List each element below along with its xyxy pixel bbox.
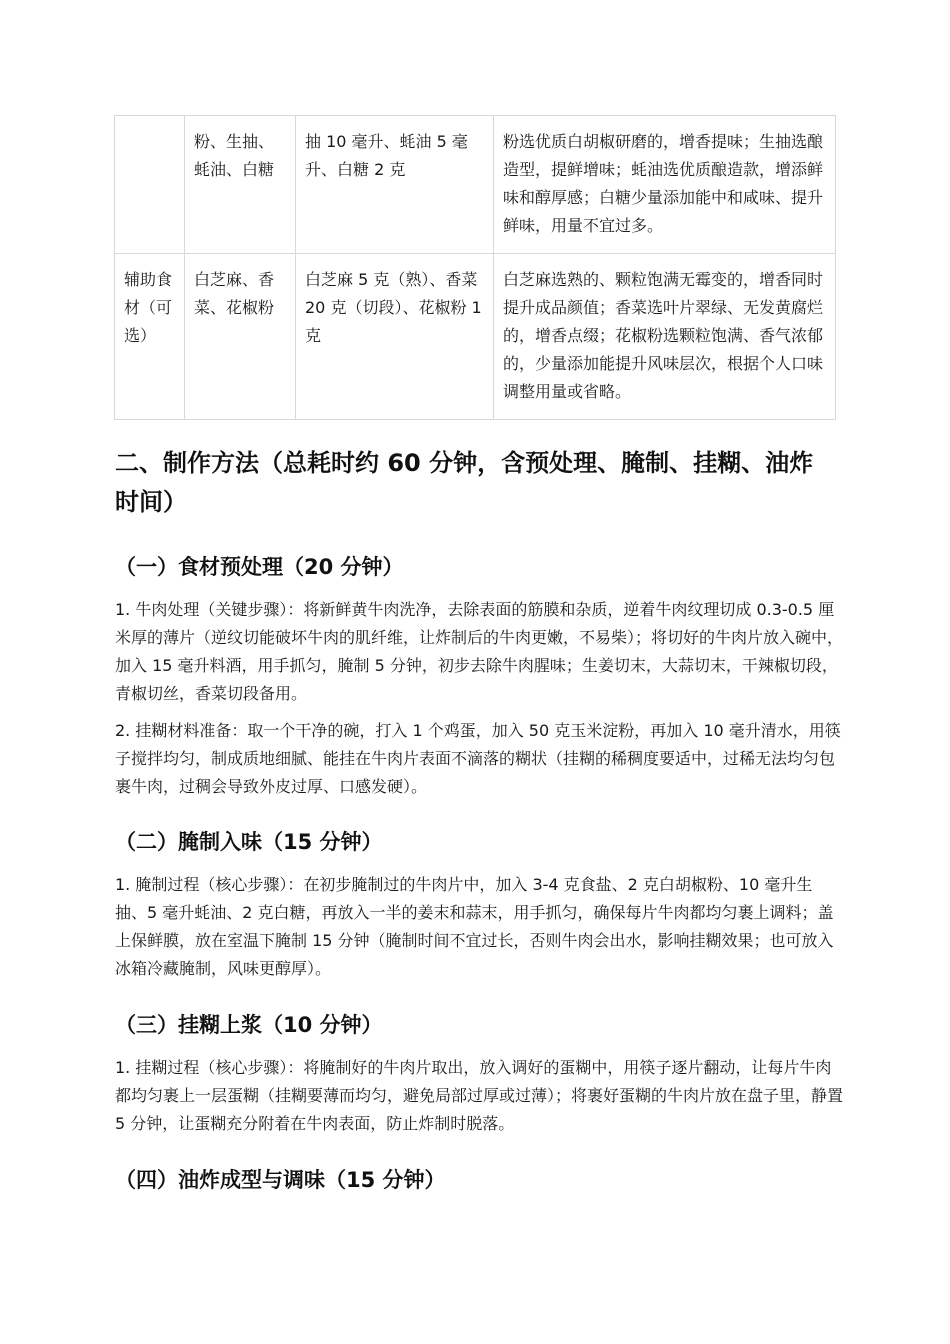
subsection-heading-3: （三）挂糊上浆（10 分钟） [115, 1013, 383, 1037]
table-cell-category: 辅助食材（可选） [115, 254, 185, 420]
paragraph-batter-prep: 2. 挂糊材料准备：取一个干净的碗，打入 1 个鸡蛋，加入 50 克玉米淀粉，再加入 10 毫升清水，用筷子搅拌均匀，制成质地细腻、能挂在牛肉片表面不滴落的糊状（挂糊的稀稠度要适中，过稀无法均匀包裹牛肉，过稠会导致外皮过厚、口感发硬）。 [115, 721, 841, 796]
paragraph-marinate: 1. 腌制过程（核心步骤）：在初步腌制过的牛肉片中，加入 3-4 克食盐、2 克白胡椒粉、10 毫升生抽、5 毫升蚝油、2 克白糖，再放入一半的姜末和蒜末，用手抓匀，确保每片牛肉都均匀裹上调料；盖上保鲜膜，放在室温下腌制 15 分钟（腌制时间不宜过长，否则牛肉会出水，影响挂糊效果；也可放入冰箱冷藏腌制，风味更醇厚）。 [115, 875, 834, 978]
table-cell-notes: 粉选优质白胡椒研磨的，增香提味；生抽选酿造型，提鲜增味；蚝油选优质酿造款，增添鲜味和醇厚感；白糖少量添加能中和咸味、提升鲜味，用量不宜过多。 [494, 116, 836, 254]
table-row [115, 116, 836, 254]
paragraph-meat-prep: 1. 牛肉处理（关键步骤）：将新鲜黄牛肉洗净，去除表面的筋膜和杂质，逆着牛肉纹理切成 0.3-0.5 厘米厚的薄片（逆纹切能破坏牛肉的肌纤维，让炸制后的牛肉更嫩，不易柴）；将切好的牛肉片放入碗中，加入 15 毫升料酒，用手抓匀，腌制 5 分钟，初步去除牛肉腥味；生姜切末，大蒜切末，干辣椒切段，青椒切丝，香菜切段备用。 [115, 600, 844, 703]
subsection-heading-2: （二）腌制入味（15 分钟） [115, 830, 383, 854]
subsection-heading-4: （四）油炸成型与调味（15 分钟） [115, 1168, 446, 1192]
table-cell-amount: 抽 10 毫升、蚝油 5 毫升、白糖 2 克 [296, 116, 494, 254]
table-cell-notes: 白芝麻选熟的、颗粒饱满无霉变的，增香同时提升成品颜值；香菜选叶片翠绿、无发黄腐烂的，增香点缀；花椒粉选颗粒饱满、香气浓郁的，少量添加能提升风味层次，根据个人口味调整用量或省略。 [494, 254, 836, 420]
table-cell-items: 粉、生抽、蚝油、白糖 [185, 116, 296, 254]
table-cell-items: 白芝麻、香菜、花椒粉 [185, 254, 296, 420]
ingredients-table [114, 115, 836, 420]
section-heading: 二、制作方法（总耗时约 60 分钟，含预处理、腌制、挂糊、油炸时间） [115, 449, 814, 516]
subsection-heading-1: （一）食材预处理（20 分钟） [115, 555, 404, 579]
table-cell-category [115, 116, 185, 254]
table-cell-amount: 白芝麻 5 克（熟）、香菜 20 克（切段）、花椒粉 1 克 [296, 254, 494, 420]
paragraph-coating: 1. 挂糊过程（核心步骤）：将腌制好的牛肉片取出，放入调好的蛋糊中，用筷子逐片翻动，让每片牛肉都均匀裹上一层蛋糊（挂糊要薄而均匀，避免局部过厚或过薄）；将裹好蛋糊的牛肉片放在盘子里，静置 5 分钟，让蛋糊充分附着在牛肉表面，防止炸制时脱落。 [115, 1058, 844, 1133]
table-row [115, 254, 836, 420]
